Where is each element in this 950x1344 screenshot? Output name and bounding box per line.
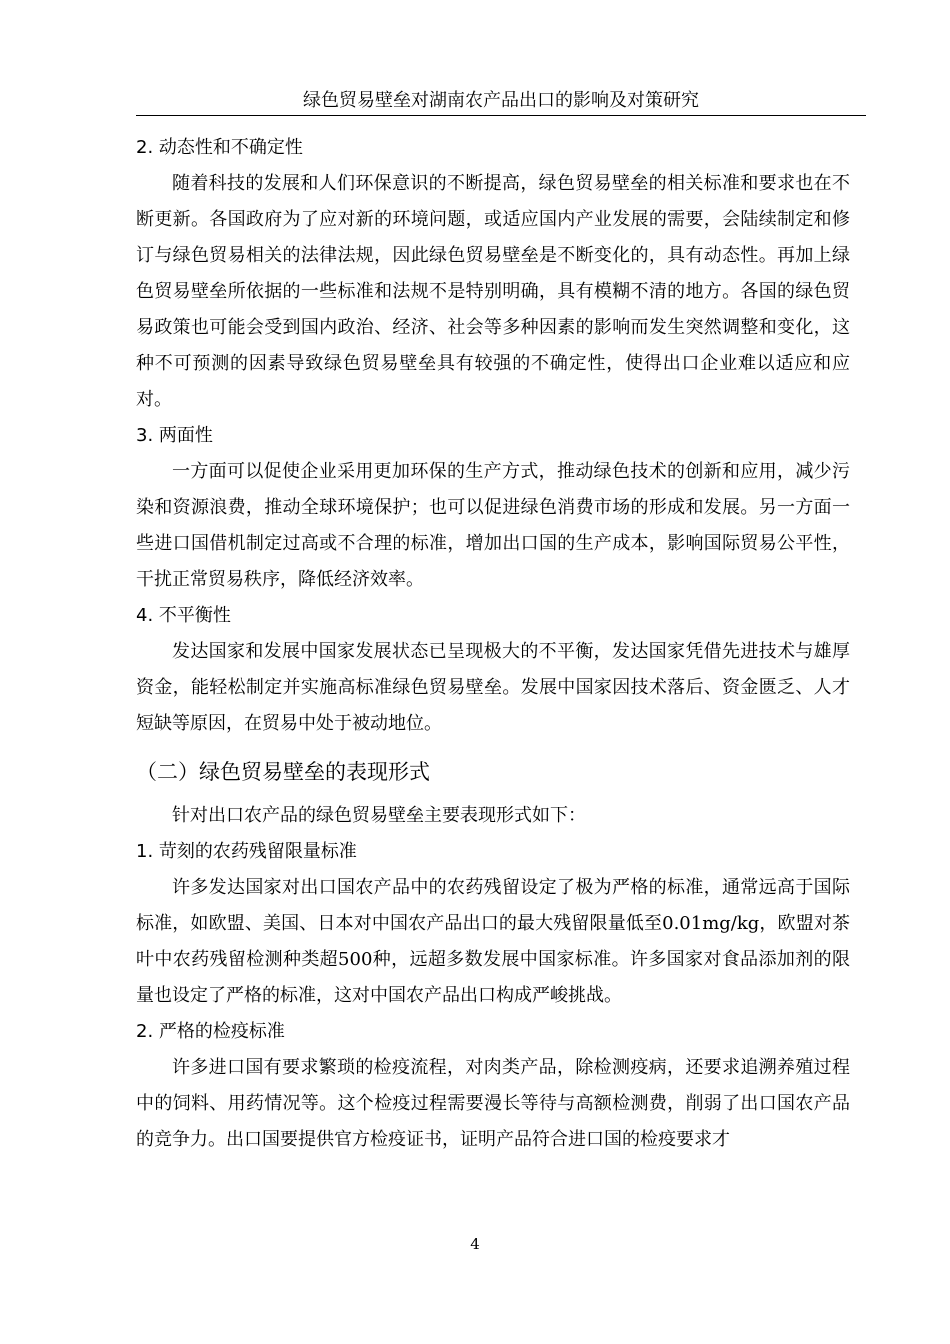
paragraph-imbalance: 发达国家和发展中国家发展状态已呈现极大的不平衡，发达国家凭借先进技术与雄厚资金，能轻松制定并实施高标准绿色贸易壁垒。发展中国家因技术落后、资金匮乏、人才短缺等原因，在贸易中处于被动地位。	[136, 641, 850, 734]
document-body	[136, 130, 850, 1158]
subheading-dynamic-uncertainty: 2. 动态性和不确定性	[136, 137, 303, 158]
subheading-quarantine-standards: 2. 严格的检疫标准	[136, 1021, 285, 1042]
paragraph-quarantine-standards: 许多进口国有要求繁琐的检疫流程，对肉类产品，除检测疫病，还要求追溯养殖过程中的饲料、用药情况等。这个检疫过程需要漫长等待与高额检测费，削弱了出口国农产品的竞争力。出口国要提供官方检疫证书，证明产品符合进口国的检疫要求才	[136, 1057, 850, 1150]
subheading-pesticide-standards: 1. 苛刻的农药残留限量标准	[136, 841, 357, 862]
running-title: 绿色贸易壁垒对湖南农产品出口的影响及对策研究	[303, 90, 699, 111]
paragraph-pesticide-standards: 许多发达国家对出口国农产品中的农药残留设定了极为严格的标准，通常远高于国际标准，如欧盟、美国、日本对中国农产品出口的最大残留限量低至0.01mg/kg，欧盟对茶叶中农药残留检测种类超500种，远超多数发展中国家标准。许多国家对食品添加剂的限量也设定了严格的标准，这对中国农产品出口构成严峻挑战。	[136, 877, 850, 1006]
page-number: 4	[470, 1235, 480, 1253]
section-title-forms: （二）绿色贸易壁垒的表现形式	[136, 760, 430, 784]
paragraph-forms-intro: 针对出口农产品的绿色贸易壁垒主要表现形式如下：	[172, 805, 586, 826]
paragraph-dynamic-uncertainty: 随着科技的发展和人们环保意识的不断提高，绿色贸易壁垒的相关标准和要求也在不断更新。各国政府为了应对新的环境问题，或适应国内产业发展的需要，会陆续制定和修订与绿色贸易相关的法律法规，因此绿色贸易壁垒是不断变化的，具有动态性。再加上绿色贸易壁垒所依据的一些标准和法规不是特别明确，具有模糊不清的地方。各国的绿色贸易政策也可能会受到国内政治、经济、社会等多种因素的影响而发生突然调整和变化，这种不可预测的因素导致绿色贸易壁垒具有较强的不确定性，使得出口企业难以适应和应对。	[136, 173, 850, 410]
page-header	[136, 89, 866, 116]
subheading-duality: 3. 两面性	[136, 425, 213, 446]
paragraph-duality: 一方面可以促使企业采用更加环保的生产方式，推动绿色技术的创新和应用，减少污染和资源浪费，推动全球环境保护；也可以促进绿色消费市场的形成和发展。另一方面一些进口国借机制定过高或不合理的标准，增加出口国的生产成本，影响国际贸易公平性，干扰正常贸易秩序，降低经济效率。	[136, 461, 850, 590]
subheading-imbalance: 4. 不平衡性	[136, 605, 231, 626]
